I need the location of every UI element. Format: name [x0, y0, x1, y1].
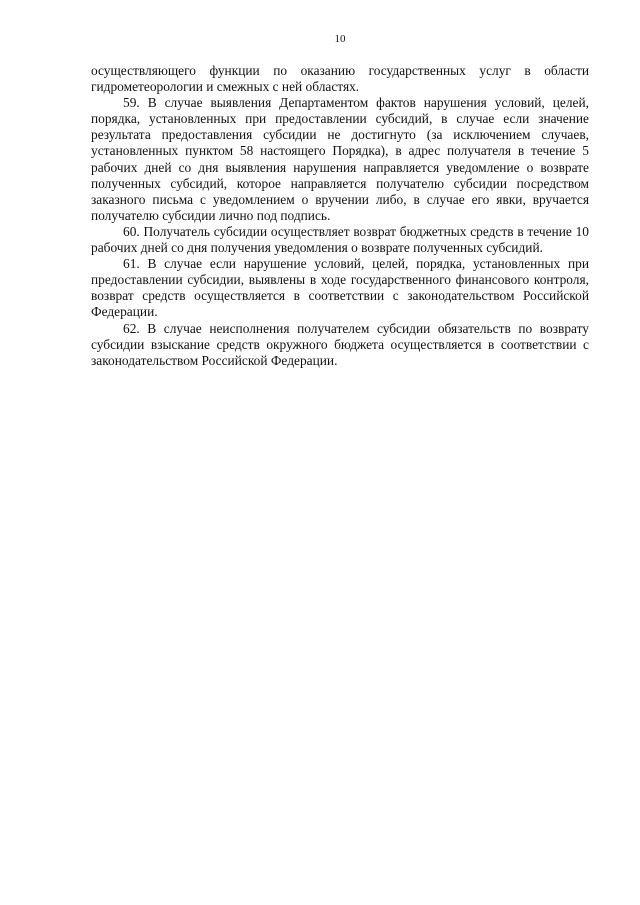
- page-number: 10: [334, 33, 346, 45]
- paragraph-61: 61. В случае если нарушение условий, целей, порядка, установленных при предоставлении субсидии, выявлены в ходе государственного финансового контроля, возврат средств осуществляется в соответствии с законодательством Российской Федерации.: [91, 256, 589, 320]
- paragraph-62: 62. В случае неисполнения получателем субсидии обязательств по возврату субсидии взыскание средств окружного бюджета осуществляется в соответствии с законодательством Российской Федерации.: [91, 320, 589, 368]
- paragraph-60: 60. Получатель субсидии осуществляет возврат бюджетных средств в течение 10 рабочих дней со дня получения уведомления о возврате полученных субсидий.: [91, 223, 589, 256]
- paragraph-continuation: осуществляющего функции по оказанию государственных услуг в области гидрометеорологии и смежных с ней областях.: [91, 63, 589, 95]
- paragraph-59: 59. В случае выявления Департаментом фактов нарушения условий, целей, порядка, установленных при предоставлении субсидий, в случае если значение результата предоставления субсидии не достигнуто (за исключением случаев, установленных пунктом 58 настоящего Порядка), в адрес получателя в течение 5 рабочих дней со дня выявления нарушения направляется уведомление о возврате полученных субсидий, которое направляется получателю субсидии посредством заказного письма с уведомлением о вручении либо, в случае его явки, вручается получателю субсидии лично под подпись.: [91, 95, 589, 223]
- document-body: [91, 63, 589, 369]
